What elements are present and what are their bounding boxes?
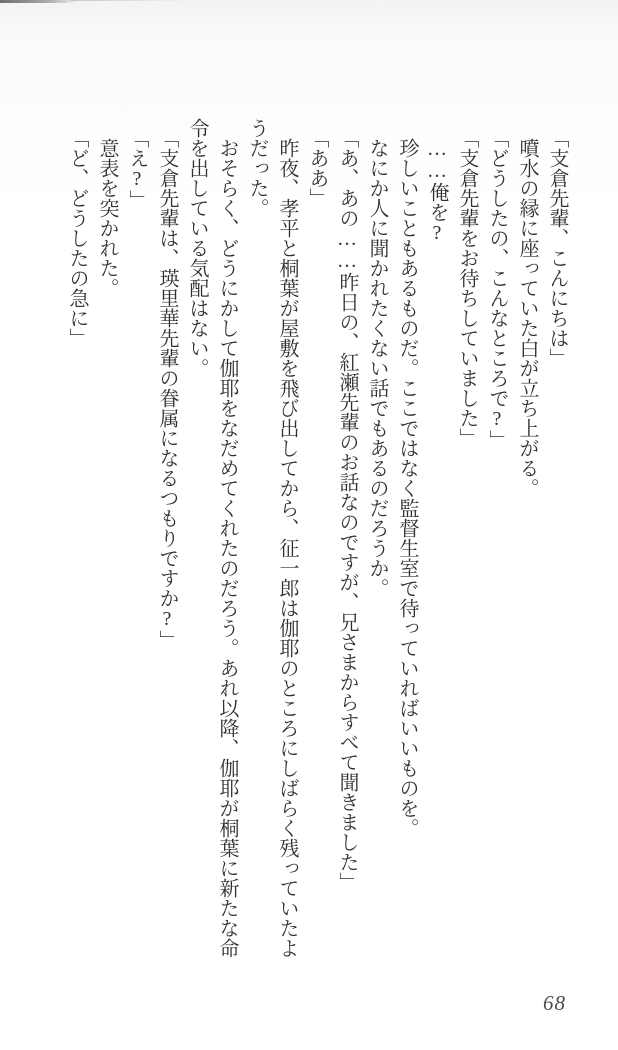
page-number: 68	[543, 991, 566, 1015]
paragraph-8: 「あ、あの……昨日の、紅瀬先輩のお話なのですが、兄さまからすべて聞きました」	[336, 128, 358, 892]
paragraph-6: 珍しいこともあるものだ。ここではなく監督生室で待っていればいいものを。	[396, 138, 418, 838]
paragraph-1: 「支倉先輩、こんにちは」	[546, 128, 568, 368]
paragraph-12: 「支倉先輩は、瑛里華先輩の眷属になるつもりですか?」	[156, 128, 178, 650]
page-text	[62, 118, 572, 963]
paragraph-7: なにか人に聞かれたくない話でもあるのだろうか。	[366, 138, 388, 598]
paragraph-2: 噴水の縁に座っていた白が立ち上がる。	[516, 138, 538, 498]
paragraph-4: 「支倉先輩をお待ちしていました」	[456, 128, 478, 448]
paragraph-15: 「ど、どうしたの急に」	[66, 128, 88, 348]
paragraph-3: 「どうしたの、こんなところで?」	[486, 128, 508, 450]
paragraph-5: ……俺を?	[426, 138, 448, 244]
paragraph-11: おそらく、どうにかして伽耶をなだめてくれたのだろう。あれ以降、伽耶が桐葉に新たな命令を出している気配はない。	[186, 118, 238, 958]
paragraph-9: 「ああ」	[306, 128, 328, 208]
paragraph-13: 「え?」	[126, 128, 148, 210]
paragraph-14: 意表を突かれた。	[96, 138, 118, 298]
scan-edge-artifact-faint	[70, 0, 190, 1]
paragraph-10: 昨夜、孝平と桐葉が屋敷を飛び出してから、征一郎は伽耶のところにしばらく残っていたようだった。	[246, 118, 298, 958]
scan-edge-artifact	[0, 0, 78, 3]
